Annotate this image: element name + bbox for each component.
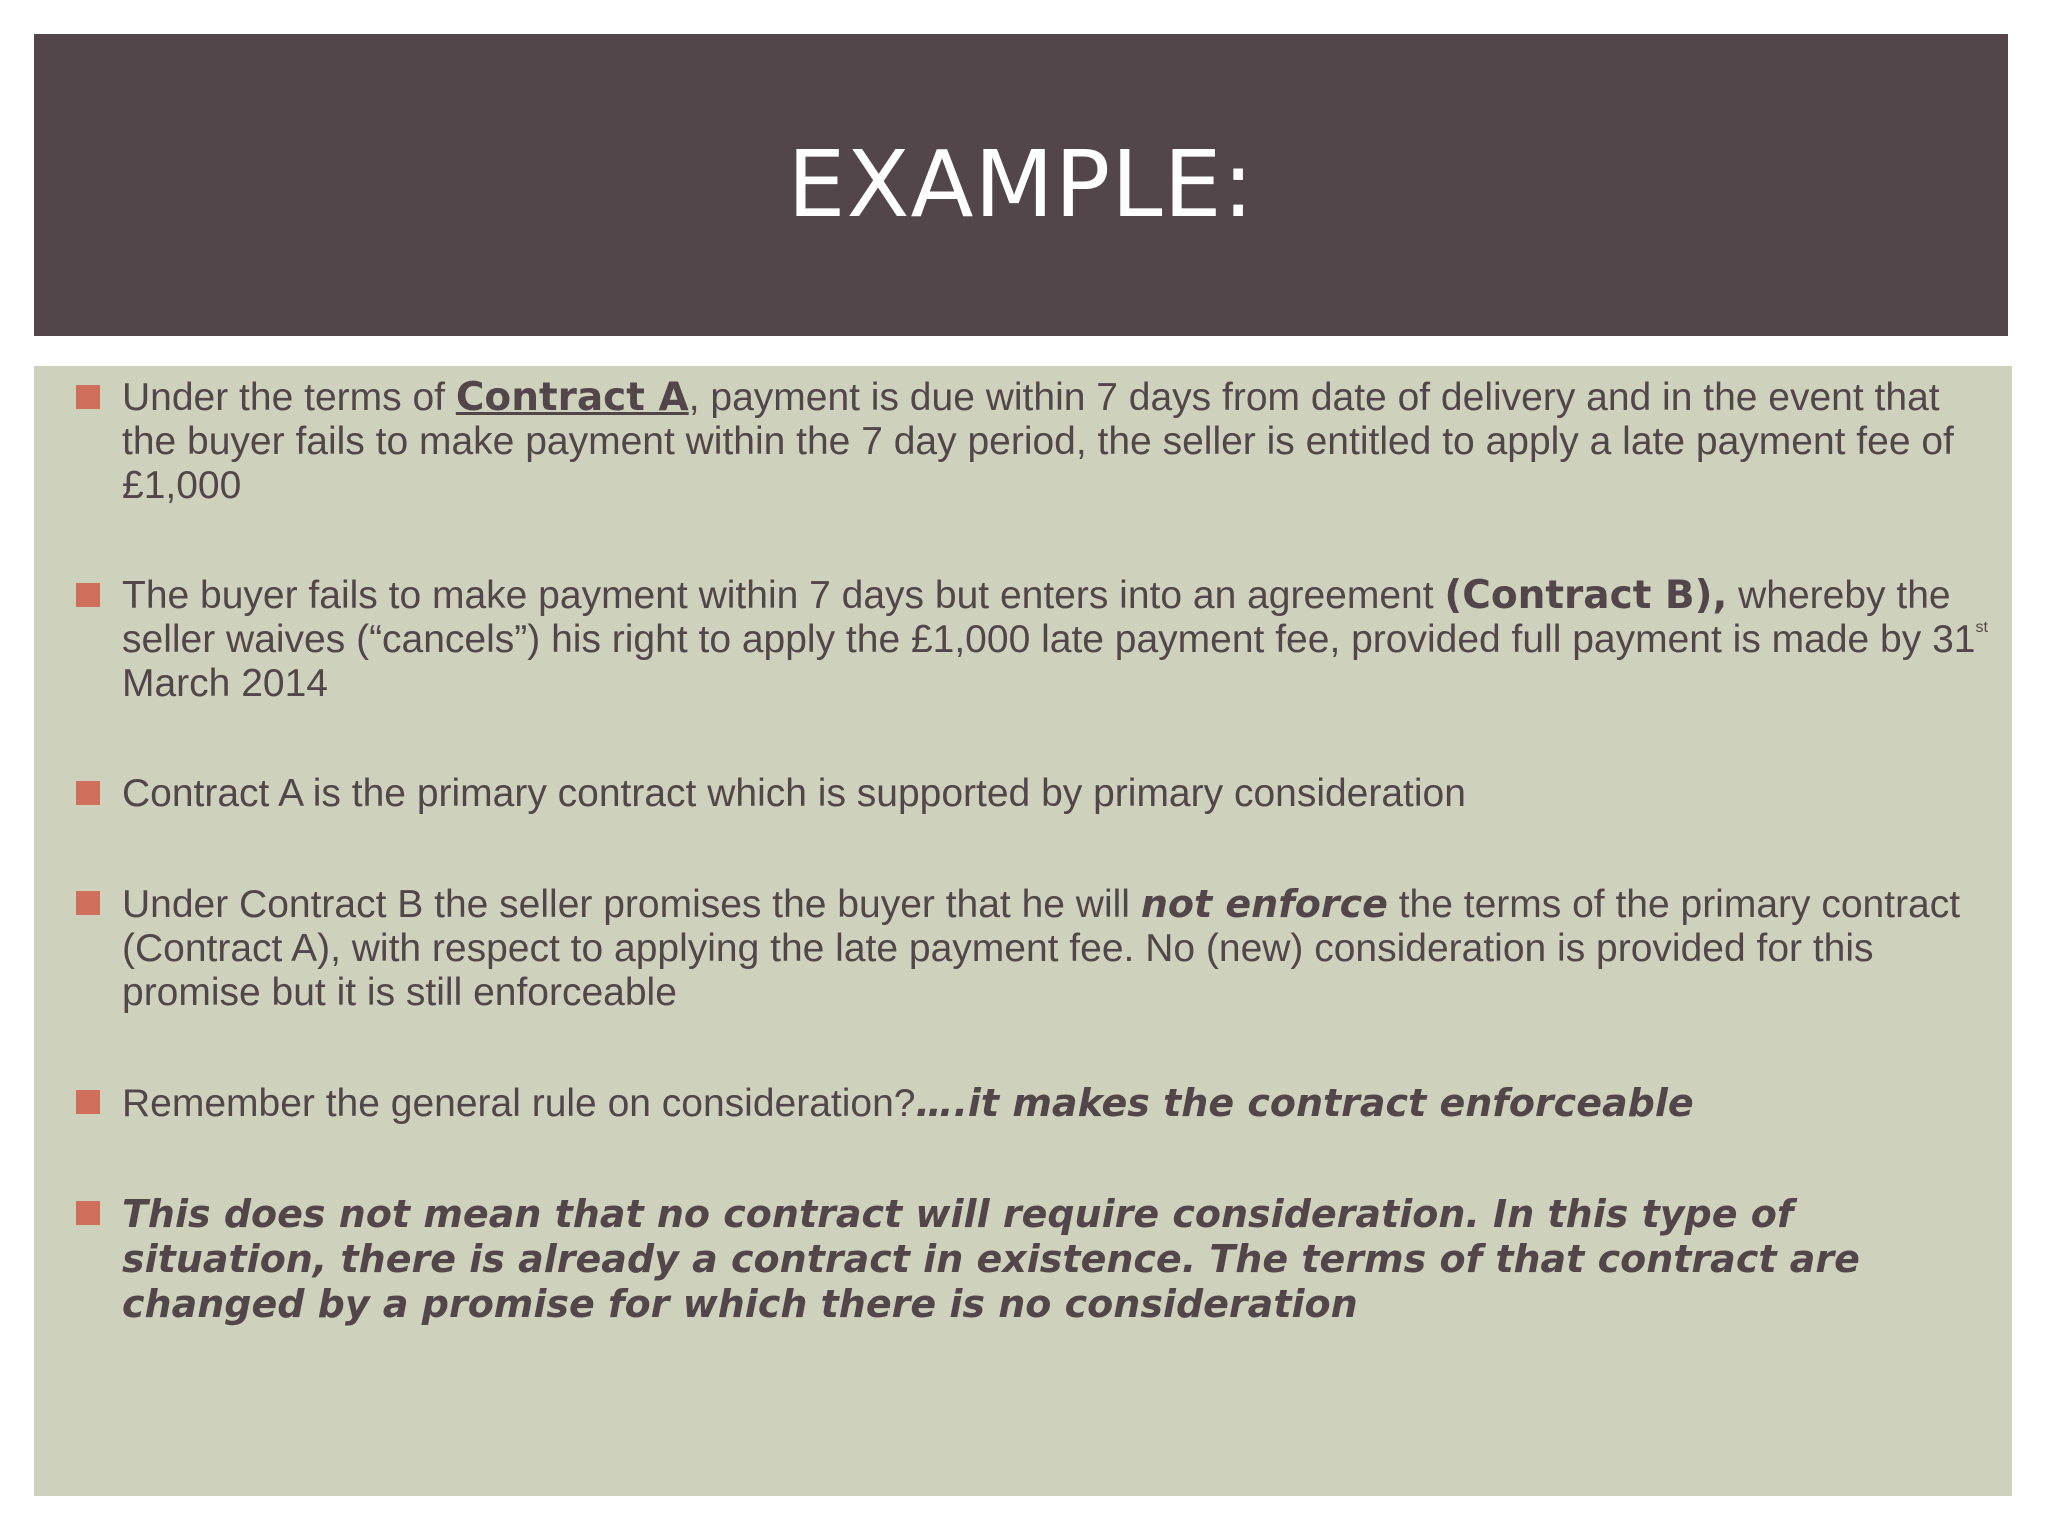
bullet-list — [34, 376, 2012, 1327]
bullet-2-text-end: March 2014 — [122, 662, 328, 705]
bullet-4-text-cont: the terms of the primary contract (Contract A), with respect to applying the late payment fee. No (new) consideration is provided for this promise but it is still enforceable — [122, 883, 1961, 1014]
bullet-5-text: Remember the general rule on consideration? — [122, 1082, 916, 1125]
contract-a-term: Contract A — [455, 375, 689, 420]
bullet-item-3 — [34, 772, 2012, 816]
square-bullet-icon — [76, 583, 100, 607]
bullet-item-6 — [34, 1192, 2012, 1327]
bullet-item-4 — [34, 882, 2012, 1015]
enforceable-emphasis: ….it makes the contract enforceable — [915, 1081, 1694, 1125]
square-bullet-icon — [76, 891, 100, 915]
bullet-6-text: This does not mean that no contract will require consideration. In this type of situation, there is already a contract in existence. The terms of that contract are changed by a promise for which there is no consideration — [122, 1192, 1860, 1326]
contract-b-term: (Contract B), — [1444, 573, 1728, 618]
bullet-item-2 — [34, 574, 2012, 706]
bullet-2-text: The buyer fails to make payment within 7 days but enters into an agreement — [122, 574, 1445, 617]
slide-title: EXAMPLE: — [787, 131, 1255, 238]
square-bullet-icon — [76, 781, 100, 805]
square-bullet-icon — [76, 385, 100, 409]
bullet-4-text: Under Contract B the seller promises the buyer that he will — [122, 883, 1141, 926]
bullet-item-5 — [34, 1081, 2012, 1126]
title-bar — [34, 34, 2008, 336]
bullet-1-text-cont: , payment is due within 7 days from date of delivery and in the event that the buyer fails to make payment within the 7 day period, the seller is entitled to apply a late payment fee of £1,000 — [122, 376, 1954, 507]
not-enforce-emphasis: not enforce — [1140, 882, 1388, 926]
square-bullet-icon — [76, 1201, 100, 1225]
bullet-2-text-cont: whereby the seller waives (“cancels”) his right to apply the £1,000 late payment fee, provided full payment is made by 31 — [122, 574, 1976, 661]
ordinal-suffix: st — [1975, 619, 1988, 636]
square-bullet-icon — [76, 1090, 100, 1114]
bullet-3-text: Contract A is the primary contract which is supported by primary consideration — [122, 772, 1466, 815]
bullet-1-text: Under the terms of — [122, 376, 456, 419]
content-panel — [34, 366, 2012, 1496]
bullet-item-1 — [34, 376, 2012, 508]
